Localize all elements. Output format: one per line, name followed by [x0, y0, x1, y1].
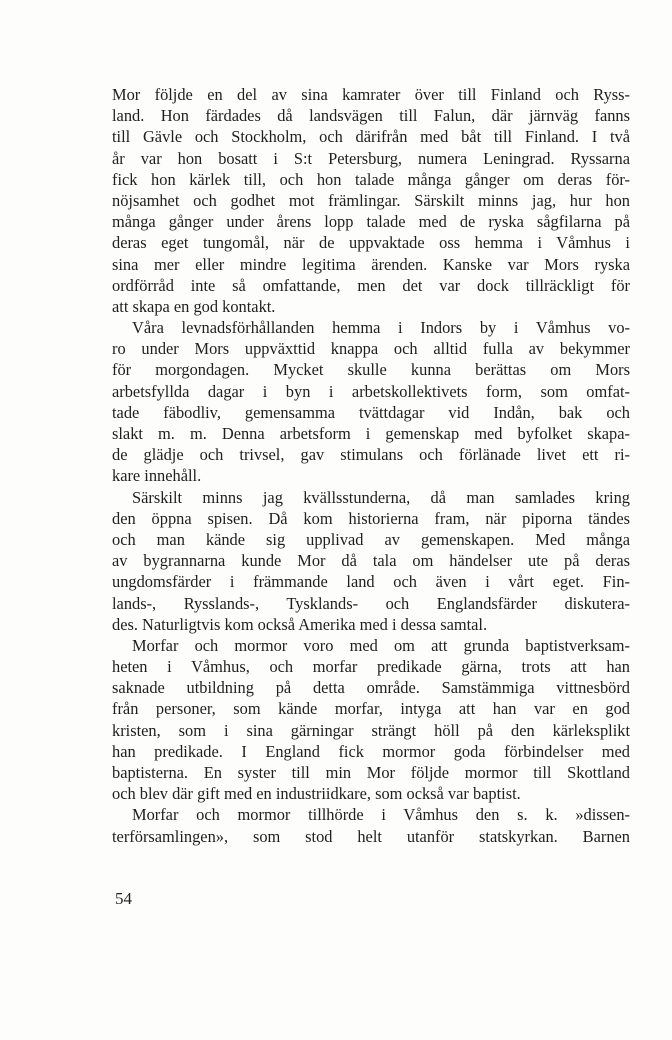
text-line: och man kände sig upplivad av gemenskapen. Med många: [112, 529, 630, 549]
text-line: land. Hon färdades då landsvägen till Falun, där järnväg fanns: [112, 106, 630, 126]
text-line: många gånger under årens lopp talade med de ryska sågfilarna på: [112, 212, 630, 232]
text-line: han predikade. I England fick mormor goda förbindelser med: [112, 741, 630, 761]
text-line: av bygrannarna kunde Mor då tala om händelser ute på deras: [112, 551, 630, 571]
text-line: den öppna spisen. Då kom historierna fram, när piporna tändes: [112, 508, 630, 528]
text-line: arbetsfyllda dagar i byn i arbetskollektivets form, som omfat-: [112, 381, 630, 401]
text-line: terförsamlingen», som stod helt utanför statskyrkan. Barnen: [112, 826, 630, 846]
text-line: de glädje och trivsel, gav stimulans och förlänade livet ett ri-: [112, 445, 630, 465]
text-line: Morfar och mormor tillhörde i Våmhus den s. k. »dissen-: [132, 805, 630, 825]
text-line: och blev där gift med en industriidkare, som också var baptist.: [112, 784, 521, 804]
text-line: kare innehåll.: [112, 466, 202, 486]
text-line: att skapa en god kontakt.: [112, 296, 276, 316]
text-line: Morfar och mormor voro med om att grunda baptistverksam-: [132, 635, 630, 655]
text-line: saknade utbildning på detta område. Samstämmiga vittnesbörd: [112, 678, 630, 698]
text-line: slakt m. m. Denna arbetsform i gemenskap med byfolket skapa-: [112, 424, 630, 443]
page-number: 54: [115, 889, 132, 908]
text-line: baptisterna. En syster till min Mor följde mormor till Skottland: [112, 763, 630, 782]
text-line: från personer, som kände morfar, intyga att han var en god: [112, 699, 630, 719]
text-line: sina mer eller mindre legitima ärenden. Kanske var Mors ryska: [112, 254, 630, 274]
text-line: år var hon bosatt i S:t Petersburg, numera Leningrad. Ryssarna: [112, 148, 630, 168]
text-line: för morgondagen. Mycket skulle kunna berättas om Mors: [112, 360, 630, 380]
text-line: des. Naturligtvis kom också Amerika med i dessa samtal.: [112, 614, 488, 634]
text-line: Mor följde en del av sina kamrater över till Finland och Ryss-: [112, 85, 630, 104]
text-line: Särskilt minns jag kvällsstunderna, då man samlades kring: [132, 487, 630, 507]
text-line: deras eget tungomål, när de uppvaktade oss hemma i Våmhus i: [112, 233, 630, 253]
text-line: lands-, Rysslands-, Tysklands- och Englandsfärder diskutera-: [112, 593, 630, 613]
text-line: till Gävle och Stockholm, och därifrån med båt till Finland. I två: [112, 127, 630, 147]
text-line: heten i Våmhus, och morfar predikade gärna, trots att han: [112, 657, 630, 677]
text-line: nöjsamhet och godhet mot främlingar. Särskilt minns jag, hur hon: [112, 190, 630, 210]
text-line: tade fäbodliv, gemensamma tvättdagar vid Indån, bak och: [112, 402, 630, 422]
body-text: [112, 84, 630, 847]
text-line: kristen, som i sina gärningar strängt höll på den kärleksplikt: [112, 720, 630, 740]
text-line: ordförråd inte så omfattande, men det var dock tillräckligt för: [112, 275, 630, 295]
text-line: Våra levnadsförhållanden hemma i Indors by i Våmhus vo-: [132, 318, 630, 338]
text-line: ungdomsfärder i främmande land och även i vårt eget. Fin-: [112, 572, 630, 592]
text-line: ro under Mors uppväxttid knappa och alltid fulla av bekymmer: [112, 339, 630, 359]
text-line: fick hon kärlek till, och hon talade många gånger om deras för-: [112, 169, 630, 189]
